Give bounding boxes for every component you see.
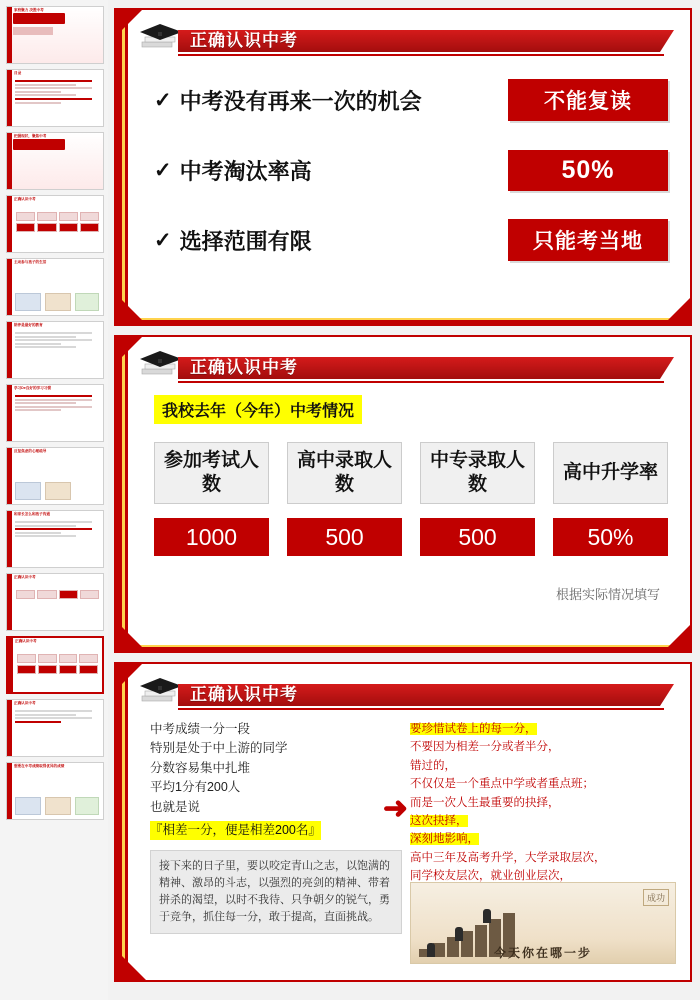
- fact-row: [154, 142, 668, 198]
- thumb-image: [15, 482, 41, 500]
- page-title: 正确认识中考: [190, 358, 298, 377]
- thumb-lines: [15, 710, 100, 723]
- list-item[interactable]: [6, 699, 104, 757]
- left-column: [150, 720, 408, 964]
- right-line: 错过的，: [410, 759, 456, 772]
- stat-value: 500: [287, 518, 402, 556]
- list-item[interactable]: [6, 6, 104, 64]
- thumb-title: 正确认识中考: [14, 197, 36, 201]
- status-badge: 不能复读: [508, 79, 668, 121]
- arrow-right-icon: ➜: [382, 792, 408, 825]
- thumb-lines: [15, 521, 100, 537]
- corner-decoration-icon: [116, 621, 146, 651]
- thumb-accent-bar: [7, 133, 12, 189]
- list-item[interactable]: [6, 132, 104, 190]
- stat-column: [420, 442, 535, 556]
- thumb-title: 正确认识中考: [14, 701, 36, 705]
- check-icon: ✓: [154, 228, 172, 252]
- body-line: 也就是说: [150, 799, 201, 814]
- callout-box: 接下来的日子里，要以咬定青山之志，以饱满的精神、激昂的斗志，以强烈的亮剑的精神、带着拼杀的渴望，以时不我待、只争朝夕的锐气，勇于竞争，抓住每一分，敢于提高，直面挑战。: [150, 850, 402, 934]
- check-icon: ✓: [154, 158, 172, 182]
- fact-label: [154, 155, 312, 186]
- thumb-accent-bar: [7, 700, 12, 756]
- thumb-image: [15, 293, 41, 311]
- footnote: 根据实际情况填写: [555, 587, 660, 602]
- corner-decoration-icon: [664, 298, 690, 324]
- stat-value: 500: [420, 518, 535, 556]
- list-item[interactable]: [6, 762, 104, 820]
- right-line: 而是一次人生最重要的抉择，: [410, 796, 560, 809]
- list-item[interactable]: [6, 636, 104, 694]
- fact-row: [154, 72, 668, 128]
- fact-label: [154, 225, 312, 256]
- thumb-cover-art: [7, 133, 103, 189]
- list-item[interactable]: [6, 321, 104, 379]
- thumb-title-band: [13, 13, 65, 24]
- person-silhouette-icon: [483, 909, 491, 923]
- thumb-accent-bar: [7, 322, 12, 378]
- thumb-title: 学习De良好的学习习惯: [14, 386, 51, 390]
- title-underline: [178, 708, 664, 710]
- title-underline: [178, 381, 664, 383]
- stat-value: 50%: [553, 518, 668, 556]
- slide-header: [138, 351, 674, 385]
- thumb-subtitle-band: [13, 27, 53, 35]
- thumb-lines: [15, 332, 100, 348]
- thumb-title: 目录: [14, 71, 22, 75]
- column-header: 高中升学率: [553, 442, 668, 504]
- highlight-line: 这次抉择，: [410, 814, 468, 827]
- slide-one-point-matters[interactable]: [114, 662, 692, 982]
- highlight-text: 『相差一分，便是相差200名』: [150, 821, 321, 840]
- highlight-text: 我校去年（今年）中考情况: [154, 395, 362, 424]
- thumb-image: [75, 293, 99, 311]
- slide-canvas-list: [108, 0, 700, 1000]
- success-badge: 成功: [643, 889, 669, 906]
- column-header: 参加考试人数: [154, 442, 269, 504]
- thumb-title: 反复焦虑的心理疏导: [14, 449, 47, 453]
- body-line: 中考成绩一分一段: [150, 722, 251, 736]
- left-ribbon-decoration: [116, 337, 132, 651]
- thumb-title-band: [13, 139, 65, 150]
- right-line: 不要因为相差一分或者半分，: [410, 741, 560, 754]
- right-line: 同学校友层次，就业创业层次，: [410, 870, 571, 883]
- thumb-lines: [15, 395, 100, 411]
- statistics-grid: [154, 442, 668, 556]
- slide-header: [138, 24, 674, 58]
- status-badge: 50%: [508, 150, 668, 191]
- stat-column: [154, 442, 269, 556]
- stairs-illustration: [410, 882, 676, 964]
- highlight-line: 深刻地影响，: [410, 833, 479, 846]
- list-item[interactable]: [6, 258, 104, 316]
- column-header: 高中录取人数: [287, 442, 402, 504]
- thumb-title: 想要在中考成绩取得优异的成绩: [14, 764, 65, 768]
- slide-body: [154, 72, 668, 298]
- thumb-cover-art: [7, 7, 103, 63]
- stat-column: [553, 442, 668, 556]
- corner-decoration-icon: [116, 294, 146, 324]
- thumb-title: 家校聚力 决胜中考: [14, 8, 44, 12]
- list-item[interactable]: [6, 573, 104, 631]
- body-line: 分数容易集中扎堆: [150, 760, 251, 775]
- column-header: 中专录取人数: [420, 442, 535, 504]
- thumb-title: 把握现状，聚焦中考: [14, 134, 47, 138]
- slide-exam-facts[interactable]: [114, 8, 692, 326]
- slide-body: [150, 720, 676, 964]
- check-icon: ✓: [154, 88, 172, 112]
- right-line: 高中三年及高考升学，大学录取层次，: [410, 851, 606, 864]
- stat-value: 1000: [154, 518, 269, 556]
- image-caption: 今天你在哪一步: [493, 946, 592, 960]
- thumb-accent-bar: [7, 574, 12, 630]
- thumb-title: 正确认识中考: [15, 639, 37, 643]
- bottom-ribbon-decoration: [116, 314, 690, 324]
- slide-body: [154, 395, 668, 629]
- thumb-accent-bar: [8, 638, 13, 692]
- thumb-grid: [16, 212, 99, 232]
- person-silhouette-icon: [455, 927, 463, 941]
- list-item[interactable]: [6, 384, 104, 442]
- fact-text: 选择范围有限: [179, 228, 312, 254]
- slide-exam-statistics[interactable]: [114, 335, 692, 653]
- page-title: 正确认识中考: [190, 31, 298, 50]
- thumb-image: [15, 797, 41, 815]
- thumb-accent-bar: [7, 259, 12, 315]
- list-item[interactable]: [6, 195, 104, 253]
- slide-header: [138, 678, 674, 712]
- stat-column: [287, 442, 402, 556]
- slide-thumbnail-rail[interactable]: [0, 0, 108, 1000]
- thumb-title: 主动参与孩子的生活: [14, 260, 47, 264]
- title-underline: [178, 54, 664, 56]
- right-line: 不仅仅是一个重点中学或者重点班；: [410, 778, 594, 791]
- thumb-accent-bar: [7, 448, 12, 504]
- thumb-image: [45, 482, 71, 500]
- fact-text: 中考没有再来一次的机会: [179, 88, 422, 114]
- list-item[interactable]: [6, 510, 104, 568]
- corner-decoration-icon: [116, 950, 146, 980]
- fact-label: [154, 85, 422, 116]
- body-line: 特别是处于中上游的同学: [150, 741, 288, 756]
- thumb-accent-bar: [7, 7, 12, 63]
- left-ribbon-decoration: [116, 10, 132, 324]
- thumb-image: [45, 797, 71, 815]
- thumb-grid: [17, 654, 98, 674]
- list-item[interactable]: [6, 69, 104, 127]
- thumb-grid: [16, 590, 99, 599]
- thumb-image: [45, 293, 71, 311]
- thumb-accent-bar: [7, 70, 12, 126]
- thumb-accent-bar: [7, 511, 12, 567]
- thumb-accent-bar: [7, 385, 12, 441]
- page-title: 正确认识中考: [190, 685, 298, 704]
- fact-text: 中考淘汰率高: [179, 158, 312, 184]
- status-badge: 只能考当地: [508, 219, 668, 261]
- thumb-title: 陪伴是最好的教育: [14, 323, 43, 327]
- right-column: [410, 720, 676, 964]
- thumb-accent-bar: [7, 763, 12, 819]
- body-line: 平均1分有200人: [150, 780, 241, 795]
- left-ribbon-decoration: [116, 664, 132, 980]
- thumb-accent-bar: [7, 196, 12, 252]
- thumb-image: [75, 797, 99, 815]
- thumb-title: 和家长怎么和孩子沟通: [14, 512, 50, 516]
- fact-row: [154, 212, 668, 268]
- thumb-title: 正确认识中考: [14, 575, 36, 579]
- thumb-lines: [15, 80, 100, 104]
- list-item[interactable]: [6, 447, 104, 505]
- highlight-line: 要珍惜试卷上的每一分，: [410, 723, 537, 735]
- bottom-ribbon-decoration: [116, 641, 690, 651]
